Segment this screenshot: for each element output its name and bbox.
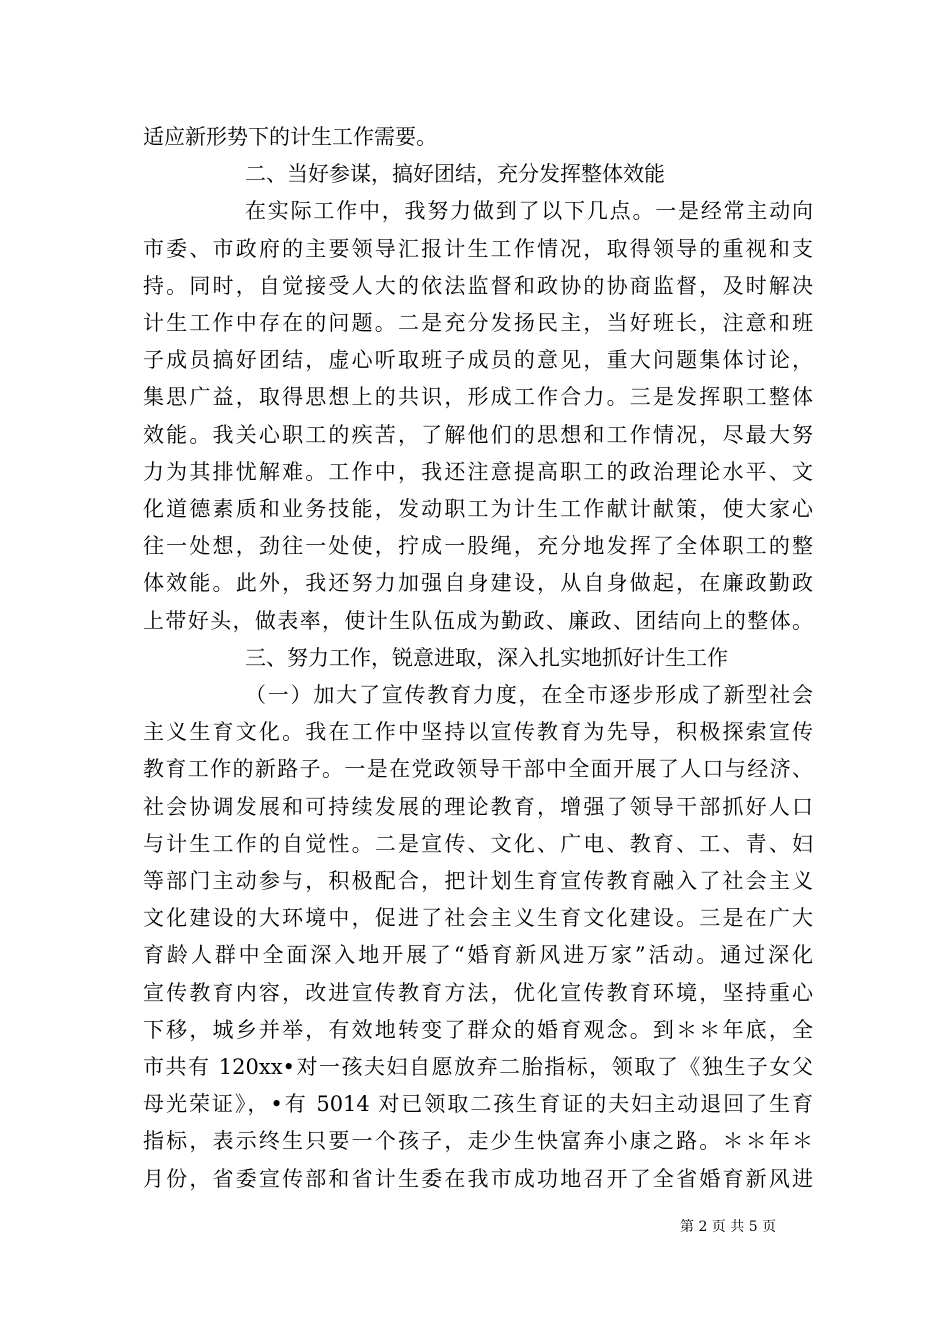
text-line: 化道德素质和业务技能，发动职工为计生工作献计献策，使大家心 bbox=[143, 497, 813, 521]
text-line: 文化建设的大环境中，促进了社会主义生育文化建设。三是在广大 bbox=[143, 906, 813, 931]
text-line: 月份，省委宣传部和省计生委在我市成功地召开了全省婚育新风进 bbox=[143, 1166, 813, 1191]
text-line: 体效能。此外，我还努力加强自身建设，从自身做起，在廉政勤政 bbox=[143, 571, 813, 596]
text-line: 子成员搞好团结，虚心听取班子成员的意见，重大问题集体讨论， bbox=[143, 348, 813, 373]
text-line: 三、努力工作，锐意进取，深入扎实地抓好计生工作 bbox=[245, 645, 728, 670]
text-line: 育龄人群中全面深入地开展了“婚育新风进万家”活动。通过深化 bbox=[143, 943, 813, 968]
text-line: 持。同时，自觉接受人大的依法监督和政协的协商监督，及时解决 bbox=[143, 273, 813, 298]
text-line: 力为其排忧解难。工作中，我还注意提高职工的政治理论水平、文 bbox=[143, 459, 813, 484]
text-line: 母光荣证》，•有 5014 对已领取二孩生育证的夫妇主动退回了生育 bbox=[143, 1092, 813, 1117]
text-line: 二、当好参谋，搞好团结，充分发挥整体效能 bbox=[245, 162, 665, 187]
text-line: 指标，表示终生只要一个孩子，走少生快富奔小康之路。＊＊年＊ bbox=[143, 1129, 813, 1154]
text-line: 市委、市政府的主要领导汇报计生工作情况，取得领导的重视和支 bbox=[143, 236, 813, 261]
text-line: 社会协调发展和可持续发展的理论教育，增强了领导干部抓好人口 bbox=[143, 794, 813, 819]
text-line: 集思广益，取得思想上的共识，形成工作合力。三是发挥职工整体 bbox=[143, 385, 813, 410]
text-line: 计生工作中存在的问题。二是充分发扬民主，当好班长，注意和班 bbox=[143, 311, 813, 335]
text-line: 与计生工作的自觉性。二是宣传、文化、广电、教育、工、青、妇 bbox=[143, 831, 813, 856]
text-line: 在实际工作中，我努力做到了以下几点。一是经常主动向 bbox=[245, 199, 813, 224]
text-line: 上带好头，做表率，使计生队伍成为勤政、廉政、团结向上的整体。 bbox=[143, 608, 813, 633]
text-line: 下移，城乡并举，有效地转变了群众的婚育观念。到＊＊年底，全 bbox=[143, 1017, 813, 1042]
text-line: 宣传教育内容，改进宣传教育方法，优化宣传教育环境，坚持重心 bbox=[143, 980, 813, 1005]
text-line: 适应新形势下的计生工作需要。 bbox=[143, 125, 437, 149]
text-line: 教育工作的新路子。一是在党政领导干部中全面开展了人口与经济、 bbox=[143, 757, 813, 782]
text-line: 等部门主动参与，积极配合，把计划生育宣传教育融入了社会主义 bbox=[143, 869, 813, 893]
text-line: （一）加大了宣传教育力度，在全市逐步形成了新型社会 bbox=[245, 683, 813, 707]
text-line: 效能。我关心职工的疾苦，了解他们的思想和工作情况，尽最大努 bbox=[143, 422, 813, 447]
page-footer: 第 2 页 共 5 页 bbox=[680, 1219, 777, 1235]
text-line: 主义生育文化。我在工作中坚持以宣传教育为先导，积极探索宣传 bbox=[143, 720, 813, 745]
text-line: 往一处想，劲往一处使，拧成一股绳，充分地发挥了全体职工的整 bbox=[143, 534, 813, 559]
text-line: 市共有 120xx•对一孩夫妇自愿放弃二胎指标，领取了《独生子女父 bbox=[143, 1055, 813, 1079]
